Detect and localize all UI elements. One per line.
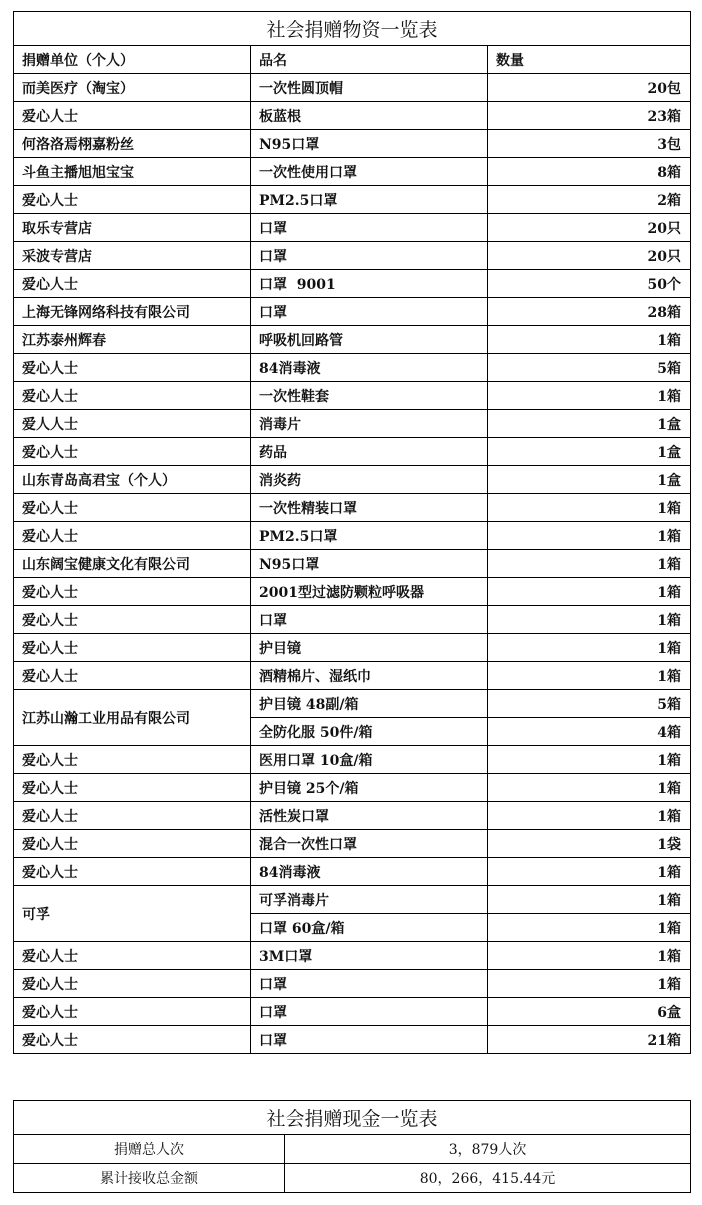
donor-cell: 取乐专营店 <box>14 214 251 242</box>
item-name-cell: 2001型过滤防颗粒呼吸器 <box>251 578 488 606</box>
donor-cell: 爱人人士 <box>14 410 251 438</box>
quantity-cell: 1箱 <box>488 326 691 354</box>
cash-value: 3，879人次 <box>285 1135 691 1164</box>
donor-cell: 江苏泰州辉春 <box>14 326 251 354</box>
item-name-cell: 活性炭口罩 <box>251 802 488 830</box>
donated-goods-table <box>13 11 691 1054</box>
donor-cell: 爱心人士 <box>14 606 251 634</box>
table-row <box>14 130 691 158</box>
item-name-cell: 一次性圆顶帽 <box>251 74 488 102</box>
quantity-cell: 1箱 <box>488 382 691 410</box>
quantity-cell: 1箱 <box>488 970 691 998</box>
table-row <box>14 102 691 130</box>
quantity-cell: 1箱 <box>488 942 691 970</box>
item-name-cell: 消炎药 <box>251 466 488 494</box>
quantity-cell: 5箱 <box>488 354 691 382</box>
quantity-cell: 1箱 <box>488 886 691 914</box>
quantity-cell: 21箱 <box>488 1026 691 1054</box>
item-name-cell: 消毒片 <box>251 410 488 438</box>
donor-cell: 爱心人士 <box>14 634 251 662</box>
table-row <box>14 522 691 550</box>
item-name-cell: 可孚消毒片 <box>251 886 488 914</box>
quantity-cell: 3包 <box>488 130 691 158</box>
table-row <box>14 886 691 914</box>
donor-cell: 爱心人士 <box>14 494 251 522</box>
cash-label: 累计接收总金额 <box>14 1164 285 1193</box>
item-name-cell: 84消毒液 <box>251 354 488 382</box>
table-row <box>14 858 691 886</box>
table-row <box>14 326 691 354</box>
item-name-cell: PM2.5口罩 <box>251 522 488 550</box>
donor-cell: 爱心人士 <box>14 746 251 774</box>
table-row <box>14 354 691 382</box>
quantity-cell: 6盒 <box>488 998 691 1026</box>
header-donor: 捐赠单位（个人） <box>14 46 251 74</box>
quantity-cell: 20只 <box>488 242 691 270</box>
table-row <box>14 270 691 298</box>
donor-cell: 可孚 <box>14 886 251 942</box>
table-row <box>14 802 691 830</box>
donor-cell: 爱心人士 <box>14 438 251 466</box>
table-row <box>14 186 691 214</box>
donor-cell: 爱心人士 <box>14 1026 251 1054</box>
table-row <box>14 158 691 186</box>
quantity-cell: 1箱 <box>488 522 691 550</box>
donor-cell: 爱心人士 <box>14 354 251 382</box>
quantity-cell: 1袋 <box>488 830 691 858</box>
quantity-cell: 1箱 <box>488 662 691 690</box>
item-name-cell: 护目镜 25个/箱 <box>251 774 488 802</box>
donor-cell: 山东青岛高君宝（个人） <box>14 466 251 494</box>
table-row <box>14 214 691 242</box>
table-row <box>14 550 691 578</box>
table-row <box>14 74 691 102</box>
cash-row-total-donors <box>14 1135 691 1164</box>
donor-cell: 爱心人士 <box>14 858 251 886</box>
item-name-cell: 一次性使用口罩 <box>251 158 488 186</box>
table-row <box>14 746 691 774</box>
donor-cell: 爱心人士 <box>14 998 251 1026</box>
donor-cell: 而美医疗（淘宝） <box>14 74 251 102</box>
table-row <box>14 494 691 522</box>
quantity-cell: 1箱 <box>488 578 691 606</box>
quantity-cell: 23箱 <box>488 102 691 130</box>
item-name-cell: 口罩 <box>251 606 488 634</box>
cash-value: 80，266，415.44元 <box>285 1164 691 1193</box>
table-row <box>14 690 691 718</box>
item-name-cell: 药品 <box>251 438 488 466</box>
quantity-cell: 50个 <box>488 270 691 298</box>
donor-cell: 爱心人士 <box>14 186 251 214</box>
donor-cell: 爱心人士 <box>14 522 251 550</box>
cash-row-total-amount <box>14 1164 691 1193</box>
donor-cell: 山东阔宝健康文化有限公司 <box>14 550 251 578</box>
quantity-cell: 20只 <box>488 214 691 242</box>
quantity-cell: 1箱 <box>488 634 691 662</box>
table-row <box>14 606 691 634</box>
item-name-cell: 板蓝根 <box>251 102 488 130</box>
item-name-cell: 护目镜 48副/箱 <box>251 690 488 718</box>
quantity-cell: 1箱 <box>488 858 691 886</box>
table-row <box>14 438 691 466</box>
item-name-cell: N95口罩 <box>251 130 488 158</box>
quantity-cell: 1盒 <box>488 410 691 438</box>
item-name-cell: 呼吸机回路管 <box>251 326 488 354</box>
item-name-cell: 酒精棉片、湿纸巾 <box>251 662 488 690</box>
goods-table-title: 社会捐赠物资一览表 <box>14 12 691 46</box>
quantity-cell: 1箱 <box>488 550 691 578</box>
table-row <box>14 242 691 270</box>
donor-cell: 爱心人士 <box>14 382 251 410</box>
donor-cell: 斗鱼主播旭旭宝宝 <box>14 158 251 186</box>
quantity-cell: 1箱 <box>488 914 691 942</box>
quantity-cell: 1箱 <box>488 774 691 802</box>
item-name-cell: 口罩 <box>251 242 488 270</box>
table-row <box>14 578 691 606</box>
donor-cell: 采波专营店 <box>14 242 251 270</box>
quantity-cell: 28箱 <box>488 298 691 326</box>
donor-cell: 爱心人士 <box>14 970 251 998</box>
item-name-cell: 口罩 <box>251 1026 488 1054</box>
item-name-cell: 口罩 <box>251 298 488 326</box>
header-quantity: 数量 <box>488 46 691 74</box>
item-name-cell: 一次性精装口罩 <box>251 494 488 522</box>
donor-cell: 爱心人士 <box>14 662 251 690</box>
table-row <box>14 662 691 690</box>
donor-cell: 何洛洛焉栩嘉粉丝 <box>14 130 251 158</box>
item-name-cell: 口罩 <box>251 970 488 998</box>
item-name-cell: 全防化服 50件/箱 <box>251 718 488 746</box>
donor-cell: 爱心人士 <box>14 802 251 830</box>
quantity-cell: 1盒 <box>488 466 691 494</box>
item-name-cell: 护目镜 <box>251 634 488 662</box>
donor-cell: 爱心人士 <box>14 942 251 970</box>
table-row <box>14 1026 691 1054</box>
quantity-cell: 5箱 <box>488 690 691 718</box>
quantity-cell: 4箱 <box>488 718 691 746</box>
table-row <box>14 942 691 970</box>
item-name-cell: 混合一次性口罩 <box>251 830 488 858</box>
cash-label: 捐赠总人次 <box>14 1135 285 1164</box>
table-row <box>14 998 691 1026</box>
quantity-cell: 1盒 <box>488 438 691 466</box>
table-row <box>14 466 691 494</box>
quantity-cell: 1箱 <box>488 802 691 830</box>
table-row <box>14 830 691 858</box>
quantity-cell: 1箱 <box>488 606 691 634</box>
item-name-cell: 医用口罩 10盒/箱 <box>251 746 488 774</box>
item-name-cell: 口罩 <box>251 998 488 1026</box>
donated-cash-table <box>13 1100 691 1193</box>
item-name-cell: 口罩 9001 <box>251 270 488 298</box>
item-name-cell: 3M口罩 <box>251 942 488 970</box>
quantity-cell: 1箱 <box>488 494 691 522</box>
quantity-cell: 1箱 <box>488 746 691 774</box>
quantity-cell: 8箱 <box>488 158 691 186</box>
table-row <box>14 298 691 326</box>
table-row <box>14 382 691 410</box>
donor-cell: 爱心人士 <box>14 830 251 858</box>
quantity-cell: 2箱 <box>488 186 691 214</box>
donor-cell: 爱心人士 <box>14 774 251 802</box>
item-name-cell: N95口罩 <box>251 550 488 578</box>
item-name-cell: 口罩 <box>251 214 488 242</box>
item-name-cell: PM2.5口罩 <box>251 186 488 214</box>
table-row <box>14 410 691 438</box>
item-name-cell: 口罩 60盒/箱 <box>251 914 488 942</box>
donor-cell: 爱心人士 <box>14 578 251 606</box>
donor-cell: 爱心人士 <box>14 102 251 130</box>
item-name-cell: 一次性鞋套 <box>251 382 488 410</box>
donor-cell: 江苏山瀚工业用品有限公司 <box>14 690 251 746</box>
header-item-name: 品名 <box>251 46 488 74</box>
quantity-cell: 20包 <box>488 74 691 102</box>
table-row <box>14 774 691 802</box>
item-name-cell: 84消毒液 <box>251 858 488 886</box>
cash-table-title: 社会捐赠现金一览表 <box>14 1101 691 1135</box>
donor-cell: 爱心人士 <box>14 270 251 298</box>
table-row <box>14 634 691 662</box>
donor-cell: 上海无锋网络科技有限公司 <box>14 298 251 326</box>
table-row <box>14 970 691 998</box>
